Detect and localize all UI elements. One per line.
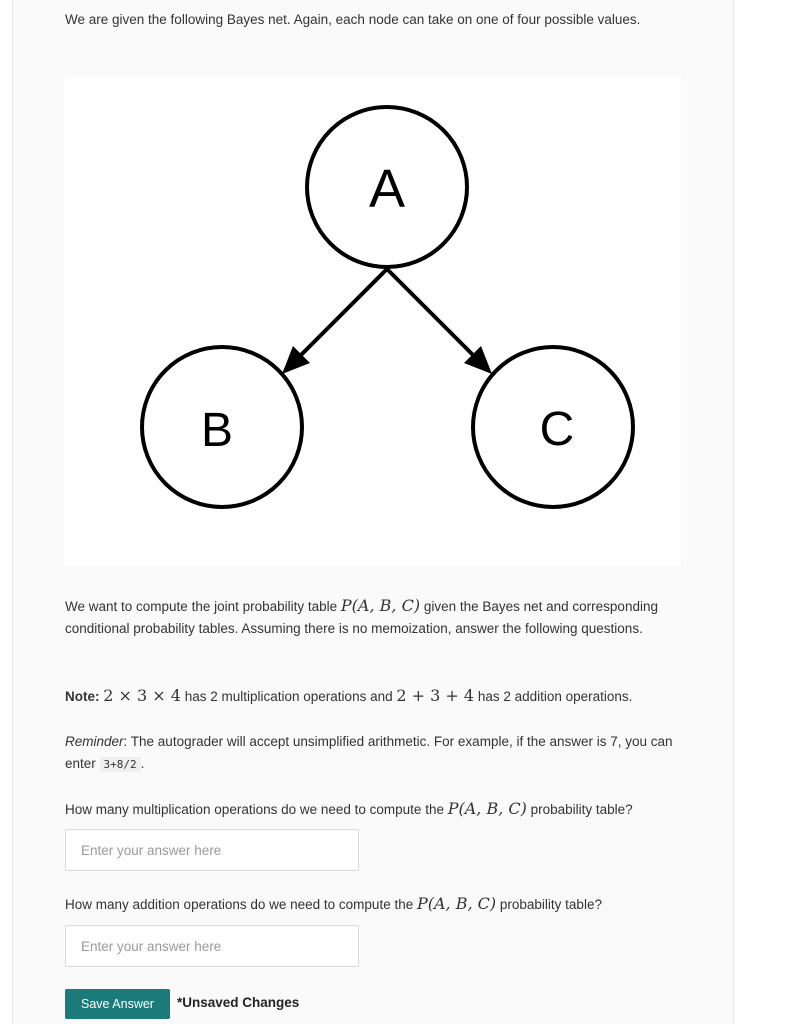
joint-probability-math: P(A, B, C): [340, 596, 421, 615]
question-2-prompt: [65, 893, 705, 916]
note-text-1: has 2 multiplication operations and: [180, 689, 397, 704]
note-label: Note:: [65, 689, 100, 704]
edge-a-c: [387, 269, 476, 358]
example-code: 3+8/2: [100, 757, 141, 772]
node-a: [307, 107, 467, 267]
edge-a-b: [298, 269, 387, 358]
question-panel: [12, 0, 734, 1024]
node-a-label: A: [368, 159, 406, 219]
question-1-prompt: [65, 798, 705, 821]
reminder-label: Reminder: [65, 734, 124, 749]
note-multiplication-math: 2 × 3 × 4: [103, 686, 181, 705]
reminder-paragraph: [65, 731, 685, 776]
note-paragraph: [65, 685, 685, 708]
node-c: [473, 347, 633, 507]
node-b: [142, 347, 302, 507]
node-c-label: C: [539, 403, 575, 456]
unsaved-changes-status: *Unsaved Changes: [177, 995, 300, 1010]
question-1-text-before: How many multiplication operations do we need to compute the: [65, 802, 448, 817]
bayes-net-svg: [65, 77, 681, 566]
note-addition-math: 2 + 3 + 4: [396, 686, 475, 705]
reminder-text: : The autograder will accept unsimplified arithmetic. For example, if the answer is 7, you can enter: [65, 734, 673, 771]
bayes-net-diagram: [65, 77, 681, 566]
question-2-math: P(A, B, C): [416, 894, 497, 913]
problem-text-before: We want to compute the joint probability table: [65, 599, 341, 614]
question-2-text-before: How many addition operations do we need to compute the: [65, 897, 417, 912]
multiplication-answer-input[interactable]: [65, 829, 359, 871]
question-2-text-after: probability table?: [496, 897, 602, 912]
problem-description: [65, 595, 665, 640]
question-1-text-after: probability table?: [526, 802, 633, 817]
node-b-label: B: [200, 404, 234, 457]
question-1-math: P(A, B, C): [447, 799, 527, 818]
addition-answer-input[interactable]: [65, 925, 359, 967]
reminder-end: .: [140, 756, 145, 771]
save-answer-button[interactable]: Save Answer: [65, 989, 170, 1019]
intro-text: We are given the following Bayes net. Again, each node can take on one of four possible values.: [65, 12, 641, 27]
problem-text-after: given the Bayes net and corresponding conditional probability tables. Assuming there is no memoization, answer the following questions.: [65, 599, 658, 636]
note-text-2: has 2 addition operations.: [474, 689, 633, 704]
